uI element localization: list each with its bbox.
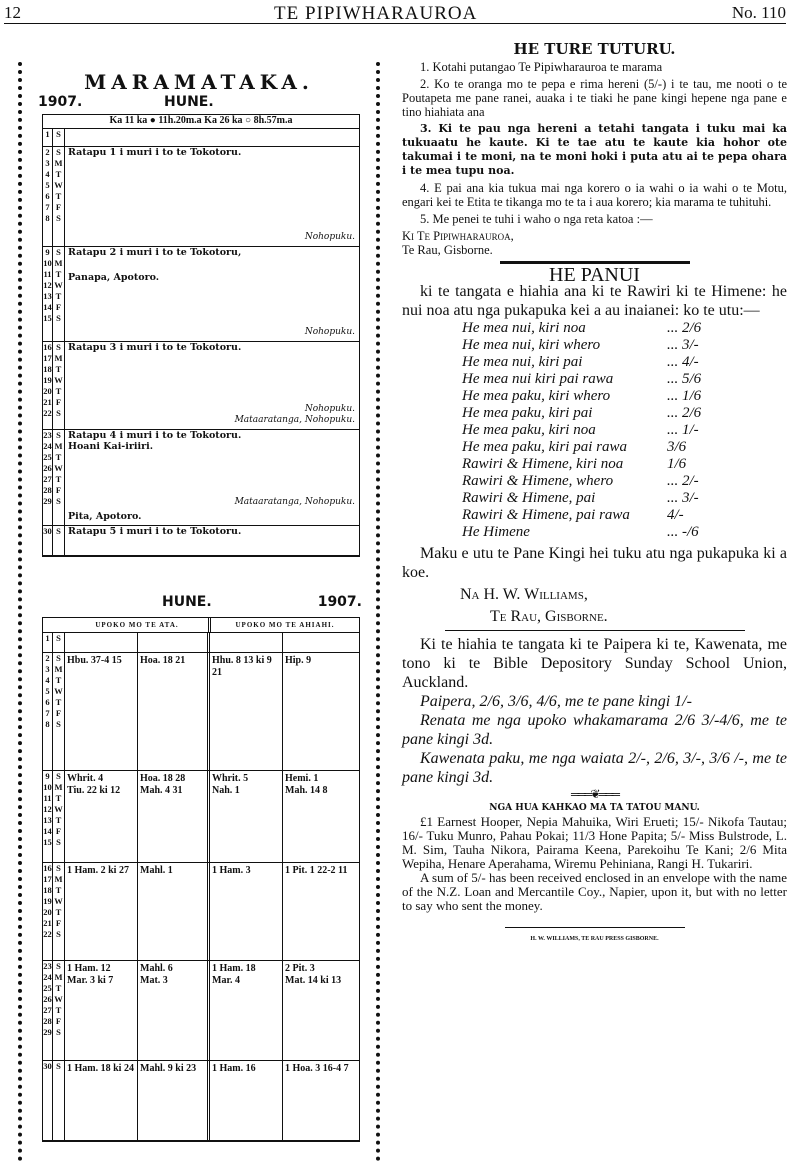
day-number: 7 <box>45 708 50 718</box>
weekday: M <box>54 441 63 451</box>
weekday: F <box>55 826 62 836</box>
reading-cell: Hhu. 8 13 ki 9 21 <box>210 653 283 770</box>
morning-header: UPOKO MO TE ATA. <box>66 618 211 632</box>
calendar-event: Ratapu 5 i muri i to te Tokotoru. <box>68 526 242 537</box>
price-item <box>402 490 787 507</box>
reading-cell: 1 Ham. 18 ki 24 <box>65 1061 138 1140</box>
weekday: S <box>56 147 61 157</box>
reading-cell: 1 Ham. 3 <box>210 863 283 960</box>
day-number: 8 <box>45 213 50 223</box>
weekday: F <box>55 202 62 212</box>
calendar-note: Pita, Apotoro. <box>68 511 142 522</box>
day-number: 19 <box>43 896 52 906</box>
weekday: S <box>56 719 61 729</box>
weekday: W <box>54 804 63 814</box>
weekdays <box>53 526 65 555</box>
weekday: T <box>55 191 62 201</box>
day-numbers <box>43 147 53 246</box>
reading-cell: Whrit. 5 Nah. 1 <box>210 771 283 862</box>
price-item <box>402 524 787 541</box>
day-number: 25 <box>43 983 52 993</box>
day-numbers <box>43 247 53 341</box>
price-item <box>402 320 787 337</box>
readings-table <box>42 617 360 1142</box>
notice-title: HE PANUI <box>549 264 640 286</box>
weekday: T <box>55 269 62 279</box>
day-number: 8 <box>45 719 50 729</box>
weekday: W <box>54 375 63 385</box>
weekday: M <box>54 874 63 884</box>
calendar-title: MARAMATAKA. <box>84 70 314 94</box>
day-number: 4 <box>45 169 50 179</box>
price-item <box>402 354 787 371</box>
item-name: He mea nui, kiri whero <box>462 337 601 353</box>
ornament-divider: ═══❦═══ <box>570 787 619 801</box>
weekday: T <box>55 983 62 993</box>
donations-list: £1 Earnest Hooper, Nepia Mahuika, Wiri Erueti; 15/- Nikofa Tautau; 16/- Tuku Munro, Pahau Pokai; 11/3 Hone Papita; 5/- Miss Bulstrode, L. M. Sim, Tauha Nikora, Pairama Keena, Parekoihu Te Kani; 2/6 Mita Wepiha, Henare Aperahama, Wiremu Pehiniana, Rangi H. Tukariri. <box>402 814 787 871</box>
day-number: 18 <box>43 885 52 895</box>
price-item <box>402 337 787 354</box>
weekday: S <box>56 929 61 939</box>
item-name: Rawiri & Himene, pai <box>462 490 596 506</box>
weekday: F <box>55 485 62 495</box>
day-number: 12 <box>43 804 52 814</box>
day-number: 6 <box>45 191 50 201</box>
weekday: W <box>54 463 63 473</box>
day-number: 20 <box>43 907 52 917</box>
weekday: M <box>54 258 63 268</box>
weekday: T <box>55 1005 62 1015</box>
calendar-panel <box>18 62 380 1162</box>
reading-cell: Hemi. 1 Mah. 14 8 <box>285 773 328 796</box>
weekdays <box>53 342 65 429</box>
weekday: T <box>55 793 62 803</box>
day-number: 22 <box>43 408 52 418</box>
day-number: 5 <box>45 180 50 190</box>
table-row <box>43 961 359 1061</box>
day-number: 21 <box>43 397 52 407</box>
weekday: M <box>54 782 63 792</box>
weekday: F <box>55 1016 62 1026</box>
table-row <box>43 633 359 653</box>
day-number: 28 <box>43 485 52 495</box>
item-price: ... -/6 <box>667 524 699 540</box>
weekday: W <box>54 994 63 1004</box>
price-item <box>402 507 787 524</box>
weekday: S <box>56 633 61 643</box>
notice-intro: ki te tangata e hiahia ana ki te Rawiri ki te Himene: he nui noa atu nga pukapuka kei a au inaianei: ko te utu:— <box>402 283 787 319</box>
calendar-event: Panapa, Apotoro. <box>68 272 160 283</box>
reading-cell: Hoa. 18 28 Mah. 4 31 <box>138 771 210 862</box>
calendar-event: Hoani Kai-iriiri. <box>68 441 154 452</box>
day-number: 25 <box>43 452 52 462</box>
day-number: 6 <box>45 697 50 707</box>
day-number: 7 <box>45 202 50 212</box>
weekday: W <box>54 896 63 906</box>
day-number: 24 <box>43 972 52 982</box>
item-price: ... 2/6 <box>667 320 702 336</box>
day-number: 21 <box>43 918 52 928</box>
day-numbers <box>43 430 53 525</box>
price-item <box>402 371 787 388</box>
reading-cell: 1 Ham. 12 Mar. 3 ki 7 <box>65 961 138 1060</box>
day-number: 1 <box>45 129 50 139</box>
weekday: M <box>54 353 63 363</box>
day-number: 27 <box>43 474 52 484</box>
weekday: T <box>55 885 62 895</box>
item-price: ... 1/- <box>667 422 699 438</box>
weekdays <box>53 430 65 525</box>
reading-cell: 1 Ham. 18 Mar. 4 <box>210 961 283 1060</box>
item-name: He mea paku, kiri pai <box>462 405 593 421</box>
calendar-note: Mataaratanga, Nohopuku. <box>234 415 355 425</box>
rule-item: 2. Ko te oranga mo te pepa e rima hereni (5/-) i te tau, me nooti o te Poutapeta me pane ranei, auaka i te tiaki he pane kingi hepene nga pane e tino hiahiata ana <box>402 77 787 119</box>
signature: Na H. W. Williams, <box>460 586 588 603</box>
price-item <box>402 439 787 456</box>
reading-cell: Hbu. 37-4 15 <box>65 653 138 770</box>
rule-item: 4. E pai ana kia tukua mai nga korero o ia wahi o ia wahi o te Motu, engari kei te Etita te tikanga mo te ta i aua korero; kia marama te tuhituhi. <box>402 181 787 209</box>
weekday: S <box>56 430 61 440</box>
day-number: 9 <box>45 247 50 257</box>
imprint: H. W. WILLIAMS, TE RAU PRESS GISBORNE. <box>530 936 659 942</box>
calendar-month: HUNE. <box>164 94 214 110</box>
day-number: 18 <box>43 364 52 374</box>
item-name: He mea paku, kiri pai rawa <box>462 439 627 455</box>
weekday: T <box>55 697 62 707</box>
rule-item: 1. Kotahi putangao Te Pipiwharauroa te marama <box>420 60 663 74</box>
day-number: 2 <box>45 653 50 663</box>
item-name: Rawiri & Himene, kiri noa <box>462 456 624 472</box>
weekday: S <box>56 961 61 971</box>
calendar-event: Ratapu 3 i muri i to te Tokotoru. <box>68 342 242 353</box>
reading-cell: Mahl. 1 <box>138 863 210 960</box>
day-number: 5 <box>45 686 50 696</box>
day-number: 11 <box>43 269 52 279</box>
reading-cell: Whrit. 4 Tiu. 22 ki 12 <box>65 771 138 862</box>
day-number: 11 <box>43 793 52 803</box>
weekdays <box>53 147 65 246</box>
weekday: S <box>56 863 61 873</box>
day-number: 19 <box>43 375 52 385</box>
day-number: 30 <box>43 526 52 536</box>
calendar-week <box>43 430 359 526</box>
day-number: 26 <box>43 994 52 1004</box>
item-name: He Himene <box>462 524 530 540</box>
day-number: 23 <box>43 430 52 440</box>
weekday: W <box>54 686 63 696</box>
reading-cell: Hip. 9 <box>285 655 312 666</box>
item-price: 1/6 <box>667 456 687 472</box>
signature-address: Te Rau, Gisborne. <box>490 608 608 625</box>
day-number: 2 <box>45 147 50 157</box>
day-number: 14 <box>43 826 52 836</box>
item-name: He mea nui, kiri pai <box>462 354 583 370</box>
weekday: S <box>56 1061 61 1071</box>
weekday: S <box>56 129 61 139</box>
month-calendar <box>42 114 360 557</box>
weekday: S <box>56 342 61 352</box>
calendar-event: Ratapu 2 i muri i to te Tokotoru, <box>68 247 242 258</box>
page-header <box>4 2 786 24</box>
weekday: S <box>56 1027 61 1037</box>
item-name: He mea paku, kiri whero <box>462 388 611 404</box>
weekday: T <box>55 169 62 179</box>
calendar-note: Nohopuku. <box>304 327 355 337</box>
day-number: 4 <box>45 675 50 685</box>
day-number: 12 <box>43 280 52 290</box>
day-number: 24 <box>43 441 52 451</box>
weekday: F <box>55 708 62 718</box>
item-name: He mea paku, kiri noa <box>462 422 596 438</box>
weekdays <box>53 247 65 341</box>
reading-cell <box>138 633 210 652</box>
calendar-week <box>43 147 359 247</box>
weekday: T <box>55 675 62 685</box>
weekday: M <box>54 158 63 168</box>
weekday: T <box>55 815 62 825</box>
item-name: He mea nui kiri pai rawa <box>462 371 614 387</box>
table-row <box>43 653 359 771</box>
right-column <box>402 42 787 946</box>
donations-note: A sum of 5/- has been received enclosed in an envelope with the name of the N.Z. Loan and Mercantile Coy., Napier, upon it, but with no letter to say who sent the money. <box>402 870 787 913</box>
masthead: TE PIPIWHARAUROA <box>274 3 478 24</box>
weekday: T <box>55 386 62 396</box>
item-price: ... 3/- <box>667 490 699 506</box>
weekday: M <box>54 972 63 982</box>
reading-cell: 1 Pit. 1 22-2 11 <box>285 865 348 876</box>
calendar-year: 1907. <box>38 94 83 110</box>
bible-price: Kawenata paku, me nga waiata 2/-, 2/6, 3/-, 3/6 /-, me te pane kingi 3d. <box>402 750 787 786</box>
address-line: Ki Te Pipiwharauroa, <box>402 229 514 243</box>
day-number: 10 <box>43 258 52 268</box>
day-numbers <box>43 526 53 555</box>
weekday: T <box>55 907 62 917</box>
weekday: S <box>56 496 61 506</box>
reading-cell <box>283 633 359 652</box>
price-item <box>402 422 787 439</box>
item-name: He mea nui, kiri noa <box>462 320 586 336</box>
weekday: S <box>56 653 61 663</box>
evening-header: UPOKO MO TE AHIAHI. <box>235 621 335 629</box>
weekday: S <box>56 213 61 223</box>
price-item <box>402 388 787 405</box>
weekday: W <box>54 280 63 290</box>
weekday: S <box>56 837 61 847</box>
rule-item: 3. Ki te pau nga hereni a tetahi tangata i tuku mai ka tukuaatu he kaute. Ki te tae atu te kaute kia hohor ote takumai i te moni, na te moni hoki i puta atu ai te pepa ohara i te mea tupu noa. <box>402 122 787 177</box>
weekday: F <box>55 397 62 407</box>
weekday: W <box>54 180 63 190</box>
bible-price: Paipera, 2/6, 3/6, 4/6, me te pane kingi 1/- <box>420 693 692 710</box>
weekday: S <box>56 313 61 323</box>
calendar-note: Mataaratanga, Nohopuku. <box>234 497 355 507</box>
day-number: 29 <box>43 1027 52 1037</box>
weekday: T <box>55 452 62 462</box>
calendar-week <box>43 526 359 556</box>
calendar-note: Nohopuku. <box>304 404 355 414</box>
issue-number: No. 110 <box>731 3 786 22</box>
rule-item: 5. Me penei te tuhi i waho o nga reta katoa :— <box>420 212 653 226</box>
day-number: 20 <box>43 386 52 396</box>
price-item <box>402 473 787 490</box>
calendar-week <box>43 247 359 342</box>
day-number: 3 <box>45 664 50 674</box>
weekday: S <box>56 408 61 418</box>
day-number: 14 <box>43 302 52 312</box>
item-price: 4/- <box>667 507 684 523</box>
day-number: 15 <box>43 313 52 323</box>
table-row <box>43 863 359 961</box>
weekday: F <box>55 918 62 928</box>
donations-title: NGA HUA KAHKAO MA TA TATOU MANU. <box>489 803 700 813</box>
day-number: 13 <box>43 291 52 301</box>
item-price: ... 4/- <box>667 354 699 370</box>
weekday: T <box>55 291 62 301</box>
day-number: 22 <box>43 929 52 939</box>
day-number: 9 <box>45 771 50 781</box>
weekday: M <box>54 664 63 674</box>
calendar-event: Ratapu 1 i muri i to te Tokotoru. <box>68 147 242 158</box>
weekday: T <box>55 474 62 484</box>
page-number: 12 <box>4 3 21 22</box>
item-price: ... 5/6 <box>667 371 702 387</box>
readings-year: 1907. <box>317 594 362 610</box>
day-numbers <box>43 342 53 429</box>
item-price: ... 2/- <box>667 473 699 489</box>
address-line: Te Rau, Gisborne. <box>402 243 493 257</box>
weekdays <box>53 129 65 146</box>
moon-phases: Ka 11 ka ● 11h.20m.a Ka 26 ka ○ 8h.57m.a <box>43 115 359 129</box>
day-number: 23 <box>43 961 52 971</box>
day-number: 16 <box>43 342 52 352</box>
day-number: 13 <box>43 815 52 825</box>
reading-cell: 1 Ham. 2 ki 27 <box>65 863 138 960</box>
bible-notice: Ki te hiahia te tangata ki te Paipera ki te, Kawenata, me tono ki te Bible Depository Sunday School Union, Auckland. <box>402 636 787 691</box>
item-price: ... 3/- <box>667 337 699 353</box>
reading-cell: Mahl. 9 ki 23 <box>138 1061 210 1140</box>
day-number: 27 <box>43 1005 52 1015</box>
item-name: Rawiri & Himene, whero <box>462 473 614 489</box>
item-price: ... 1/6 <box>667 388 702 404</box>
rules-title: HE TURE TUTURU. <box>513 40 676 58</box>
weekday: S <box>56 526 61 536</box>
reading-cell: Hoa. 18 21 <box>138 653 210 770</box>
day-number: 3 <box>45 158 50 168</box>
day-number: 29 <box>43 496 52 506</box>
bible-price: Renata me nga upoko whakamarama 2/6 3/-4/6, me te pane kingi 3d. <box>402 712 787 748</box>
day-number: 1 <box>45 633 50 643</box>
calendar-event: Ratapu 4 i muri i to te Tokotoru. <box>68 430 242 441</box>
calendar-week <box>43 129 359 147</box>
notice-note: Maku e utu te Pane Kingi hei tuku atu nga pukapuka ki a koe. <box>402 545 787 581</box>
day-number: 15 <box>43 837 52 847</box>
table-row <box>43 771 359 863</box>
weekday: S <box>56 771 61 781</box>
weekday: T <box>55 364 62 374</box>
day-number: 17 <box>43 353 52 363</box>
day-number: 26 <box>43 463 52 473</box>
reading-cell: Mahl. 6 Mat. 3 <box>138 961 210 1060</box>
price-list <box>402 320 787 541</box>
day-number: 16 <box>43 863 52 873</box>
weekday: F <box>55 302 62 312</box>
reading-cell: 2 Pit. 3 Mat. 14 ki 13 <box>285 963 342 986</box>
day-number: 10 <box>43 782 52 792</box>
day-number: 28 <box>43 1016 52 1026</box>
reading-cell <box>210 633 283 652</box>
reading-cell: 1 Ham. 16 <box>210 1061 283 1140</box>
day-number: 17 <box>43 874 52 884</box>
price-item <box>402 456 787 473</box>
calendar-week <box>43 342 359 430</box>
calendar-note: Nohopuku. <box>304 232 355 242</box>
weekday: S <box>56 247 61 257</box>
table-row <box>43 1061 359 1141</box>
day-number: 30 <box>43 1061 52 1071</box>
reading-cell <box>65 633 138 652</box>
readings-month: HUNE. <box>162 594 212 610</box>
reading-cell: 1 Hoa. 3 16-4 7 <box>285 1063 349 1074</box>
day-numbers <box>43 129 53 146</box>
price-item <box>402 405 787 422</box>
item-price: ... 2/6 <box>667 405 702 421</box>
item-name: Rawiri & Himene, pai rawa <box>462 507 630 523</box>
item-price: 3/6 <box>667 439 687 455</box>
